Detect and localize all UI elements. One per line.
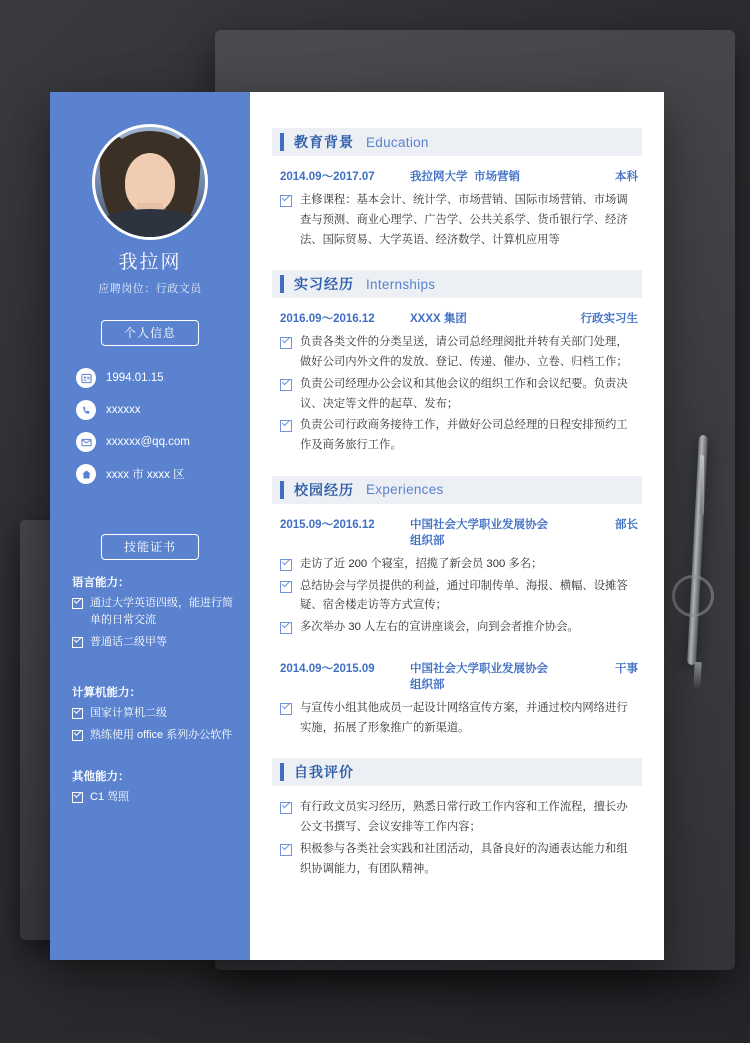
section-header-internships	[272, 270, 642, 298]
section-title-cn: 教育背景	[294, 134, 354, 150]
skill-item-label: 普通话二级甲等	[90, 636, 167, 649]
skill-item	[72, 705, 240, 722]
avatar-photo	[95, 127, 205, 237]
skill-group-title: 计算机能力：	[72, 687, 141, 699]
contact-row	[76, 426, 236, 458]
entry-bullets	[272, 191, 642, 250]
section-title-en: Experiences	[366, 482, 444, 498]
bullet-item	[280, 699, 638, 739]
skill-item	[72, 789, 240, 806]
contact-value: xxxxxx@qq.com	[106, 436, 190, 448]
section-title-cn: 校园经历	[294, 481, 354, 498]
entry-role: 部长	[615, 518, 638, 531]
bullet-item	[280, 555, 638, 575]
section-header-experiences	[272, 476, 642, 504]
section-spacer	[272, 252, 642, 270]
skills-heading: 技能证书	[101, 534, 199, 560]
contact-row	[76, 362, 236, 394]
section-header-self-evaluation	[272, 758, 642, 786]
skill-group-computer	[72, 684, 240, 749]
contact-value: xxxx 市 xxxx 区	[106, 469, 185, 481]
section-header-education	[272, 128, 642, 156]
bullet-item	[280, 840, 638, 880]
entry-org: 中国社会大学职业发展协会组织部	[410, 518, 548, 547]
entry-role: 本科	[615, 171, 638, 183]
id-card-icon	[76, 368, 96, 388]
skill-group-language	[72, 574, 240, 656]
entry-date: 2015.09～2016.12	[280, 518, 375, 531]
check-icon	[280, 703, 292, 715]
check-icon	[280, 802, 292, 814]
entry-header	[272, 310, 642, 326]
check-icon	[72, 708, 83, 719]
section-title-cn: 实习经历	[294, 276, 354, 293]
home-icon	[76, 464, 96, 484]
check-icon	[280, 379, 292, 391]
skill-item	[72, 595, 240, 629]
section-spacer	[272, 458, 642, 476]
skill-item	[72, 634, 240, 651]
check-icon	[280, 844, 292, 856]
entry-org: XXXX 集团	[410, 313, 467, 326]
pen-clip-prop	[700, 455, 704, 515]
phone-icon	[76, 400, 96, 420]
bullet-item	[280, 416, 638, 456]
pen-ring-decoration	[672, 575, 714, 617]
entry-bullets	[272, 333, 642, 456]
bullet-text: 负责公司经理办公会议和其他会议的组织工作和会议纪要。负责决议、决定等文件的起草、发布；	[300, 377, 628, 410]
contact-value: xxxxxx	[106, 404, 141, 416]
section-title-en: Education	[366, 134, 429, 150]
section-accent-bar	[280, 763, 284, 781]
bullet-text: 多次举办 30 人左右的宣讲座谈会，向到会者推介协会。	[300, 621, 579, 634]
bullet-text: 主修课程：基本会计、统计学、市场营销、国际市场营销、市场调查与预测、商业心理学、广告学、公共关系学、货币银行学、经济法、国际贸易、大学英语、经济数学、计算机应用等	[300, 194, 628, 246]
email-icon	[76, 432, 96, 452]
check-icon	[72, 637, 83, 648]
entry-bullets	[272, 699, 642, 739]
skill-item-label: C1 驾照	[90, 791, 130, 803]
entry-role: 干事	[615, 662, 638, 675]
check-icon	[72, 598, 83, 609]
check-icon	[280, 420, 292, 432]
entry-date: 2014.09～2017.07	[280, 171, 375, 183]
check-icon	[280, 337, 292, 349]
skill-item-label: 国家计算机二级	[90, 707, 167, 719]
bullet-item	[280, 333, 638, 373]
bullet-text: 走访了近 200 个寝室，招揽了新会员 300 多名；	[300, 557, 543, 570]
section-accent-bar	[280, 275, 284, 293]
personal-info-heading: 个人信息	[101, 320, 199, 346]
skill-item-label: 熟练使用 office 系列办公软件	[90, 729, 233, 742]
section-accent-bar	[280, 481, 284, 499]
section-title-en: Internships	[366, 276, 436, 292]
candidate-target-role: 应聘岗位：行政文员	[98, 283, 202, 295]
contact-row	[76, 394, 236, 426]
resume-main-content	[250, 92, 664, 960]
skill-group-title: 语言能力：	[72, 577, 130, 589]
bullet-text: 负责各类文件的分类呈送，请公司总经理阅批并转有关部门处理，做好公司内外文件的发放、登记、传递、催办、立卷、归档工作；	[300, 336, 628, 369]
contact-value: 1994.01.15	[106, 372, 164, 384]
bullet-text: 积极参与各类社会实践和社团活动，具备良好的沟通表达能力和组织协调能力，有团队精神。	[300, 843, 628, 875]
skill-item	[72, 727, 240, 744]
entry-header	[272, 516, 642, 548]
entry-org: 中国社会大学职业发展协会组织部	[410, 662, 548, 691]
check-icon	[280, 622, 292, 634]
bullet-item	[280, 375, 638, 415]
skill-item-label: 通过大学英语四级，能进行简单的日常交流	[90, 597, 233, 627]
entry-date: 2016.09～2016.12	[280, 313, 375, 326]
entry-date: 2014.09～2015.09	[280, 662, 375, 675]
bullet-text: 负责公司行政商务接待工作，并做好公司总经理的日程安排预约工作及商务旅行工作。	[300, 419, 628, 452]
entry-header	[272, 660, 642, 692]
entry-major: 市场营销	[474, 171, 520, 183]
skill-group-title: 其他能力：	[72, 771, 130, 783]
entry-bullets	[272, 798, 642, 879]
entry-bullets	[272, 555, 642, 638]
check-icon	[280, 195, 292, 207]
entry-org: 我拉网大学	[410, 171, 468, 183]
bullet-item	[280, 618, 638, 638]
section-accent-bar	[280, 133, 284, 151]
contact-list	[76, 362, 236, 490]
section-title-cn: 自我评价	[294, 764, 354, 781]
bullet-item	[280, 798, 638, 838]
check-icon	[72, 792, 83, 803]
check-icon	[72, 730, 83, 741]
entry-role: 行政实习生	[580, 313, 638, 326]
resume-sidebar	[50, 92, 250, 960]
avatar-shoulders	[98, 209, 202, 237]
entry-header	[272, 168, 642, 184]
avatar	[92, 124, 208, 240]
resume-page	[50, 92, 664, 960]
section-spacer	[272, 740, 642, 758]
bullet-item	[280, 191, 638, 250]
bullet-text: 有行政文员实习经历，熟悉日常行政工作内容和工作流程，擅长办公文书撰写、会议安排等工作内容；	[300, 801, 628, 834]
entry-spacer	[272, 640, 642, 650]
contact-row	[76, 458, 236, 490]
check-icon	[280, 559, 292, 571]
candidate-name: 我拉网	[118, 252, 182, 273]
bullet-item	[280, 577, 638, 617]
bullet-text: 与宣传小组其他成员一起设计网络宣传方案，并通过校内网络进行实施，拓展了形象推广的新渠道。	[300, 701, 628, 734]
bullet-text: 总结协会与学员提供的利益，通过印制传单、海报、横幅、设摊答疑、宿舍楼走访等方式宣传；	[300, 579, 628, 612]
skill-group-other	[72, 768, 240, 811]
check-icon	[280, 581, 292, 593]
pen-tip-prop	[693, 662, 701, 688]
